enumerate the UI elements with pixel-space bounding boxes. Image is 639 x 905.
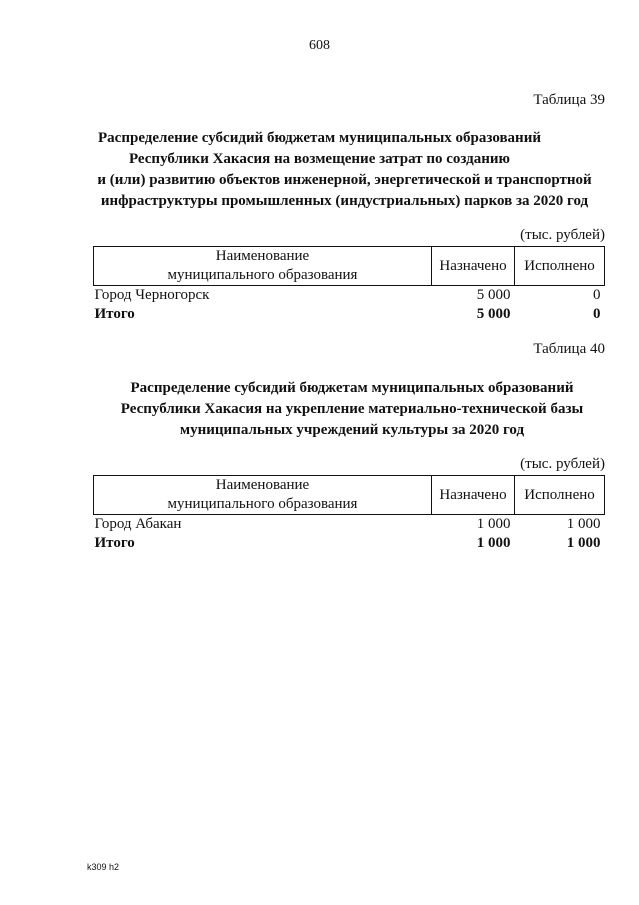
total-row [94, 534, 605, 553]
table-39 [93, 246, 605, 324]
table-row [94, 515, 605, 535]
footer-code: k309 h2 [87, 862, 120, 872]
row-assigned: 1 000 [476, 516, 511, 532]
header-assigned: Назначено [432, 476, 515, 515]
header-done: Исполнено [515, 476, 605, 515]
total-row [94, 305, 605, 324]
row-assigned: 5 000 [476, 287, 511, 303]
header-done: Исполнено [515, 247, 605, 286]
header-name [94, 247, 432, 286]
header-assigned: Назначено [432, 247, 515, 286]
row-done: 1 000 [566, 516, 601, 532]
table-40-title-line: муниципальных учреждений культуры за 2020 год [179, 422, 525, 438]
table-40 [93, 475, 605, 553]
row-done: 0 [593, 287, 601, 303]
row-name: Город Черногорск [94, 287, 210, 303]
header-name-line: муниципального образования [167, 267, 358, 283]
total-name: Итого [94, 535, 135, 551]
header-name [94, 476, 432, 515]
header-name-line: Наименование [215, 248, 310, 264]
table-39-units: (тыс. рублей) [520, 227, 605, 243]
table-39-title-line: Республики Хакасия на возмещение затрат по созданию [128, 151, 511, 167]
total-assigned: 1 000 [476, 535, 511, 551]
page-number: 608 [309, 38, 330, 53]
table-39-title-line: Распределение субсидий бюджетам муниципальных образований [98, 130, 541, 146]
total-done: 1 000 [566, 535, 601, 551]
header-name-line: муниципального образования [167, 496, 358, 512]
total-done: 0 [593, 306, 601, 322]
total-name: Итого [94, 306, 135, 322]
table-40-title [0, 378, 639, 441]
table-40-label: Таблица 40 [533, 341, 605, 357]
table-39-label: Таблица 39 [533, 92, 605, 108]
table-39-title-line: и (или) развитию объектов инженерной, энергетической и транспортной [97, 172, 592, 188]
table-39-title [0, 128, 639, 212]
row-name: Город Абакан [94, 516, 182, 532]
table-39-title-line: инфраструктуры промышленных (индустриальных) парков за 2020 год [100, 193, 589, 209]
table-row [94, 286, 605, 306]
table-40-title-line: Распределение субсидий бюджетам муниципальных образований [130, 380, 574, 396]
header-name-line: Наименование [215, 477, 310, 493]
total-assigned: 5 000 [476, 306, 511, 322]
table-40-title-line: Республики Хакасия на укрепление материально-технической базы [120, 401, 584, 417]
table-40-units: (тыс. рублей) [520, 456, 605, 472]
